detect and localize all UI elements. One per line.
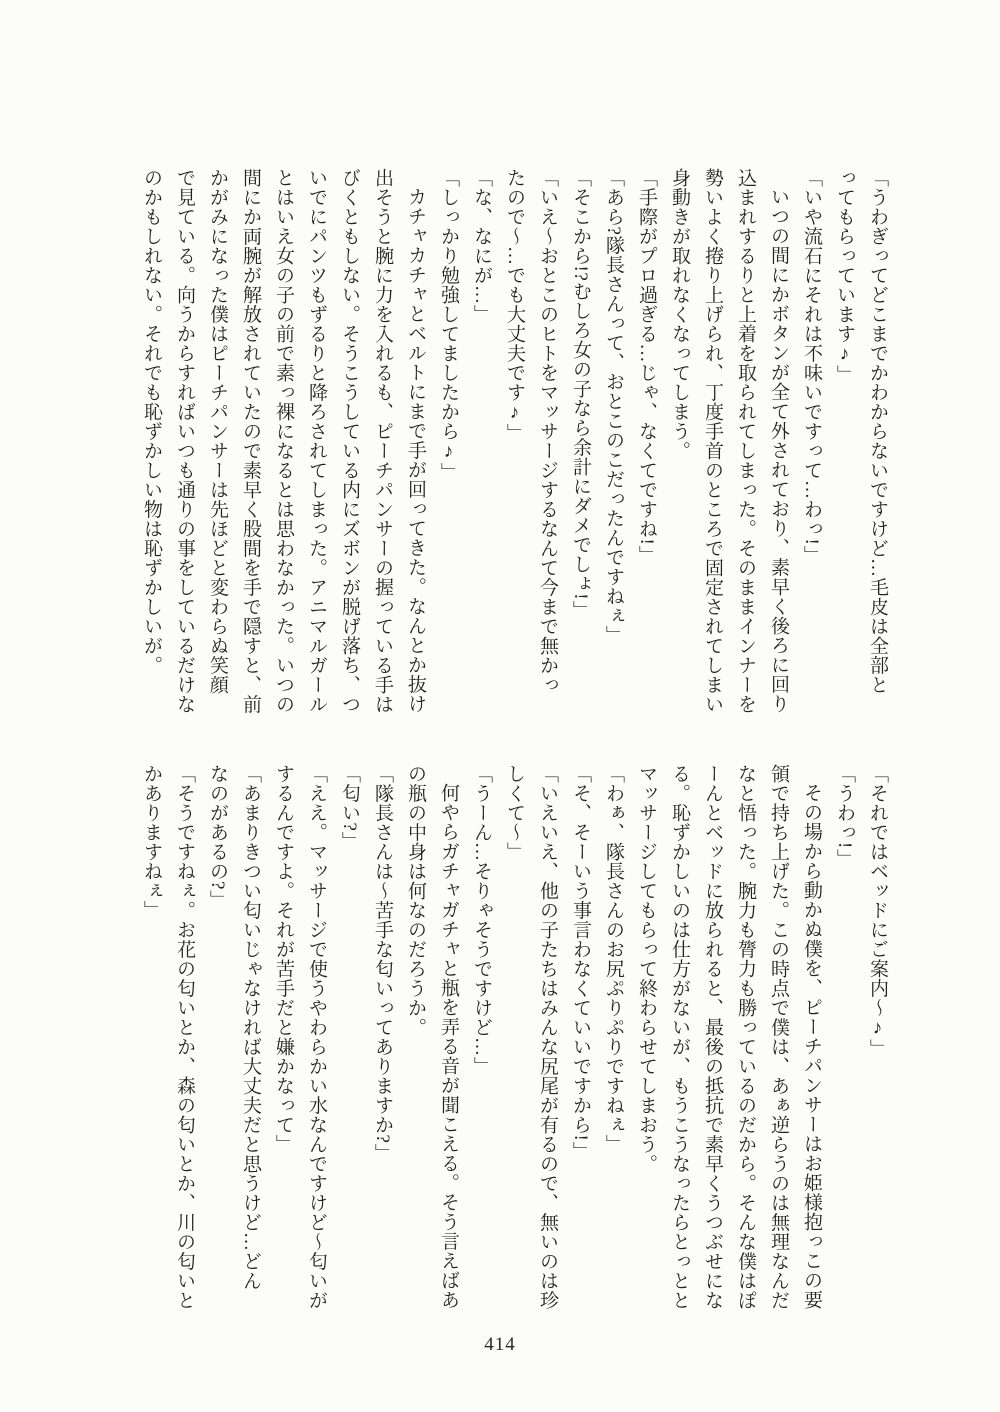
text-column: 「あまりきつい匂いじゃなければ大丈夫だと思うけど…どん xyxy=(240,764,261,1291)
text-column: 領で持ち上げた。この時点で僕は、あぁ逆らうのは無理なんだ xyxy=(768,764,789,1310)
text-column: とはいえ女の子の前で素っ裸になるとは思わなかった。いつの xyxy=(273,168,294,714)
text-column: 「隊長さんは〜苦手な匂いってありますか?」 xyxy=(372,764,393,1163)
text-column: マッサージしてもらって終わらせてしまおう。 xyxy=(636,764,657,1174)
text-column: 「うわぎってどこまでかわからないですけど…毛皮は全部と xyxy=(867,168,888,695)
text-column: 込まれするりと上着を取られてしまった。そのままインナーを xyxy=(735,168,756,714)
text-column: 身動きが取れなくなってしまう。 xyxy=(669,168,690,461)
text-column: いつの間にかボタンが全て外されており、素早く後ろに回り xyxy=(768,187,789,714)
text-column: 「匂い?」 xyxy=(339,764,360,851)
text-column: するんですよ。それが苦手だと嫌かなって」 xyxy=(273,764,294,1154)
text-column: 「いや流石にそれは不味いですって…わっ!」 xyxy=(801,168,822,565)
page-number: 414 xyxy=(484,1334,516,1355)
text-column: 勢いよく捲り上げられ、丁度手首のところで固定されてしまい xyxy=(702,168,723,714)
text-column: たので〜…でも大丈夫です♪」 xyxy=(504,168,525,443)
text-column: 出そうと腕に力を入れるも、ピーチパンサーの握っている手は xyxy=(372,168,393,714)
text-column: ってもらっています♪」 xyxy=(834,168,855,385)
text-column: 「いえいえ、他の子たちはみんな尻尾が有るので、無いのは珍 xyxy=(537,764,558,1310)
text-column: 「そこから!?むしろ女の子なら余計にダメでしょ!」 xyxy=(570,168,591,620)
text-column: 「わぁ、隊長さんのお尻ぷりぷりですねぇ」 xyxy=(603,764,624,1154)
text-column: る。恥ずかしいのは仕方がないが、もうこうなったらとっとと xyxy=(669,764,690,1310)
text-column: 「な、なにが…」 xyxy=(471,168,492,324)
text-column: びくともしない。そうこうしている内にズボンが脱げ落ち、つ xyxy=(339,168,360,714)
top-text-block xyxy=(132,168,894,716)
text-column: で見ている。向うからすればいつも通りの事をしているだけな xyxy=(174,168,195,714)
text-column: のかもしれない。それでも恥ずかしい物は恥ずかしいが。 xyxy=(141,168,162,675)
text-column: 「そ、そーいう事言わなくていいですから!」 xyxy=(570,764,591,1161)
text-column: かありますねぇ」 xyxy=(141,764,162,920)
text-column: 何やらガチャガチャと瓶を弄る音が聞こえる。そう言えばあ xyxy=(438,783,459,1310)
text-column: 「そうですねぇ。お花の匂いとか、森の匂いとか、川の匂いと xyxy=(174,764,195,1310)
text-column: 「手際がプロ過ぎる…じゃ、なくてですね!」 xyxy=(636,168,657,565)
text-column: 「あら?隊長さんって、おとこのこだったんですねぇ」 xyxy=(603,168,624,645)
text-column: の瓶の中身は何なのだろうか。 xyxy=(405,764,426,1037)
text-column: 「しっかり勉強してましたから♪」 xyxy=(438,168,459,482)
text-column: いでにパンツもずるりと降ろされてしまった。アニマルガール xyxy=(306,168,327,714)
bottom-text-block xyxy=(132,764,894,1312)
text-column: かがみになった僕はピーチパンサーは先ほどと変わらぬ笑顔 xyxy=(207,168,228,695)
text-column: 「うわっ!」 xyxy=(834,764,855,869)
text-column: 「いえ〜おとこのヒトをマッサージするなんて今まで無かっ xyxy=(537,168,558,695)
text-column: ーんとベッドに放られると、最後の抵抗で素早くうつぶせにな xyxy=(702,764,723,1310)
text-column: なのがあるの?」 xyxy=(207,764,228,910)
text-column: 「ええ。マッサージで使うやわらかい水なんですけど〜匂いが xyxy=(306,764,327,1310)
text-column: なと悟った。腕力も膂力も勝っているのだから。そんな僕はぽ xyxy=(735,764,756,1310)
text-column: しくて〜」 xyxy=(504,764,525,862)
text-column: 「うーん…そりゃそうですけど…」 xyxy=(471,764,492,1076)
text-column: 間にか両腕が解放されていたので素早く股間を手で隠すと、前 xyxy=(240,168,261,714)
text-column: カチャカチャとベルトにまで手が回ってきた。なんとか抜け xyxy=(405,187,426,714)
text-column: その場から動かぬ僕を、ピーチパンサーはお姫様抱っこの要 xyxy=(801,783,822,1310)
text-column: 「それではベッドにご案内〜♪」 xyxy=(867,764,888,1059)
